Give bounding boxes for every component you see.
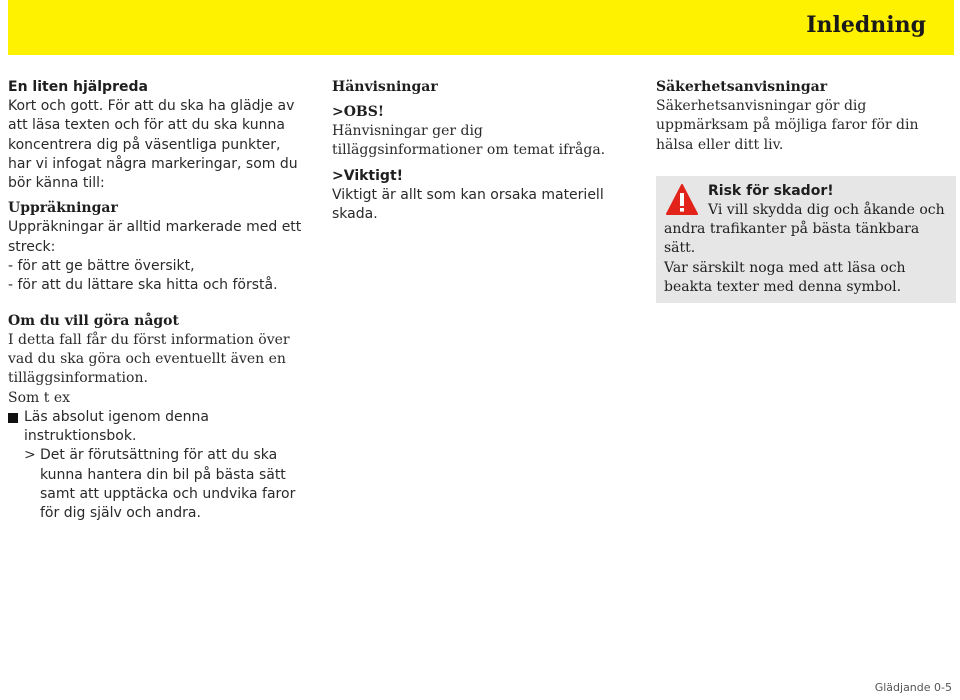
list-item: [8, 408, 308, 427]
warning-box: [656, 176, 956, 303]
arrow-text: Det är förutsättning för att du ska kunna hantera din bil på bästa sätt samt att upptäcka och undvika faror för dig själv och andra.: [40, 447, 296, 522]
section-heading-helper: En liten hjälpreda: [8, 79, 148, 95]
warning-text-line: andra trafikanter på bästa tänkbara sätt.: [664, 221, 920, 257]
warning-title: Risk för skador!: [708, 183, 834, 199]
warning-text: Vi vill skydda dig och åkande och: [708, 202, 945, 218]
obs-label: >OBS!: [332, 104, 385, 120]
page-title: Inledning: [806, 12, 926, 38]
bullet-text: Läs absolut igenom denna: [24, 408, 209, 425]
arrow-marker: >: [24, 447, 36, 464]
warning-text-continued: [664, 220, 952, 297]
header-bar: [8, 0, 954, 55]
section-heading-safety: Säkerhetsanvisningar: [656, 79, 828, 95]
section-heading-enumerations: Uppräkningar: [8, 200, 118, 217]
section-heading-action: Om du vill göra något: [8, 312, 179, 329]
enum-item: - för att ge bättre översikt,: [8, 258, 195, 275]
column-safety: [656, 78, 956, 155]
page-number: Glädjande 0-5: [874, 681, 952, 694]
warning-triangle-icon: [666, 184, 698, 216]
important-label: >Viktigt!: [332, 167, 404, 184]
intro-text: Kort och gott. För att du ska ha glädje av att läsa texten och för att du ska kunna koncentrera dig på väsentliga punkter, har vi infogat några markeringar, som du bör känna till:: [8, 98, 298, 192]
obs-text: Hänvisningar ger dig tilläggsinformationer om temat ifråga.: [332, 123, 606, 159]
warning-text-line: Var särskilt noga med att läsa och beakta texter med denna symbol.: [664, 259, 906, 295]
important-text: Viktigt är allt som kan orsaka materiell skada.: [332, 186, 604, 222]
column-helper: [8, 78, 308, 524]
action-text: I detta fall får du först information över vad du ska göra och eventuellt även en tilläggsinformation.: [8, 331, 290, 387]
square-bullet-icon: [8, 413, 18, 423]
bullet-text-continued: instruktionsbok.: [24, 428, 137, 445]
safety-text: Säkerhetsanvisningar gör dig uppmärksam på möjliga faror för din hälsa eller ditt liv.: [656, 98, 919, 153]
enum-item: - för att du lättare ska hitta och förstå.: [8, 277, 278, 294]
example-label: Som t ex: [8, 389, 71, 406]
enumerations-text: Uppräkningar är alltid markerade med ett streck:: [8, 219, 302, 255]
section-heading-references: Hänvisningar: [332, 79, 438, 95]
list-item: [8, 446, 308, 523]
column-references: [332, 78, 622, 224]
